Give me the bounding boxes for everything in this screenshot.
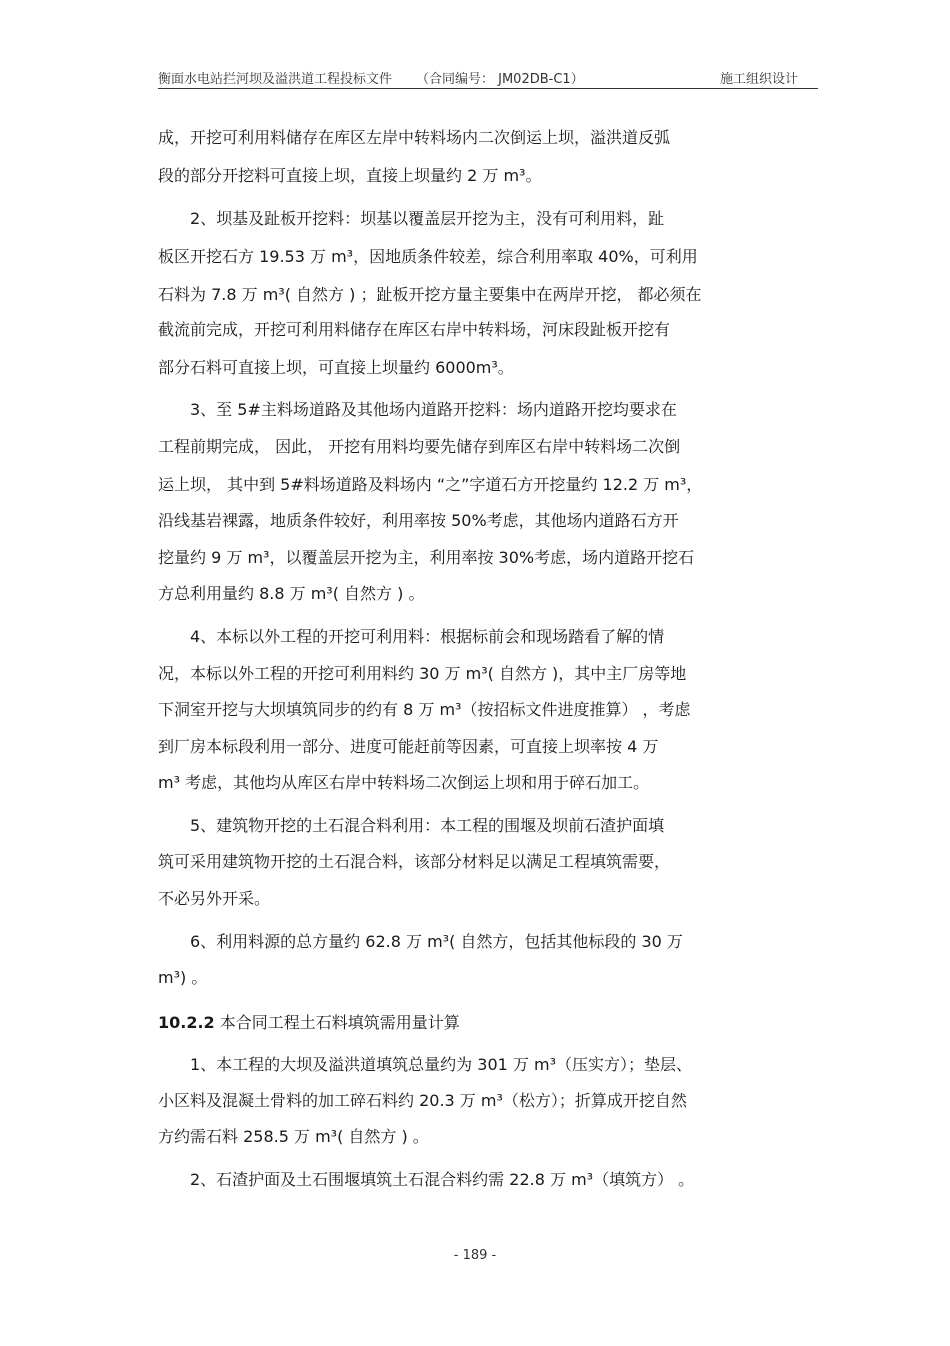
page-number: - 189 - — [453, 1248, 497, 1263]
text-line: 方总利用量约 8.8 万 m³( 自然方 ) 。 — [158, 584, 425, 603]
text-line: 方约需石料 258.5 万 m³( 自然方 ) 。 — [158, 1127, 429, 1146]
text-line: m³ 考虑，其他均从库区右岸中转料场二次倒运上坝和用于碎石加工。 — [158, 773, 650, 792]
header-section-title: 施工组织设计 — [719, 72, 798, 87]
header-document-title: 衡面水电站拦河坝及溢洪道工程投标文件 — [158, 72, 393, 87]
text-line: 成，开挖可利用料储存在库区左岸中转料场内二次倒运上坝，溢洪道反弧 — [158, 128, 671, 147]
text-line: 3、至 5#主料场道路及其他场内道路开挖料：场内道路开挖均要求在 — [190, 400, 677, 419]
text-line: 小区料及混凝土骨料的加工碎石料约 20.3 万 m³（松方）；折算成开挖自然 — [158, 1091, 687, 1110]
text-line: 2、石渣护面及土石围堰填筑土石混合料约需 22.8 万 m³（填筑方） 。 — [190, 1170, 695, 1189]
text-line: 运上坝， 其中到 5#料场道路及料场内 “之”字道石方开挖量约 12.2 万 m³， — [158, 475, 703, 494]
page-header — [158, 66, 818, 89]
text-line: 部分石料可直接上坝，可直接上坝量约 6000m³。 — [158, 358, 514, 377]
text-line: 石料为 7.8 万 m³( 自然方 ) ；趾板开挖方量主要集中在两岸开挖， 都必须在 — [158, 285, 702, 304]
text-line: m³) 。 — [158, 968, 208, 987]
text-line: 1、本工程的大坝及溢洪道填筑总量约为 301 万 m³（压实方）；垫层、 — [190, 1055, 692, 1074]
text-line: 截流前完成，开挖可利用料储存在库区右岸中转料场，河床段趾板开挖有 — [158, 320, 671, 339]
text-line: 6、利用料源的总方量约 62.8 万 m³( 自然方，包括其他标段的 30 万 — [190, 932, 683, 951]
text-line: 段的部分开挖料可直接上坝，直接上坝量约 2 万 m³。 — [158, 166, 542, 185]
text-line: 板区开挖石方 19.53 万 m³，因地质条件较差，综合利用率取 40%，可利用 — [158, 247, 698, 266]
text-line: 到厂房本标段利用一部分、进度可能赶前等因素，可直接上坝率按 4 万 — [158, 737, 659, 756]
header-contract-number: （合同编号： JM02DB-C1） — [416, 72, 584, 87]
text-line: 4、本标以外工程的开挖可利用料：根据标前会和现场踏看了解的情 — [190, 627, 665, 646]
text-line: 不必另外开采。 — [158, 889, 271, 908]
text-line: 下洞室开挖与大坝填筑同步的约有 8 万 m³（按招标文件进度推算） ，考虑 — [158, 700, 691, 719]
text-line: 5、建筑物开挖的土石混合料利用：本工程的围堰及坝前石渣护面填 — [190, 816, 665, 835]
section-heading: 10.2.2 本合同工程土石料填筑需用量计算 — [158, 1013, 460, 1032]
text-line: 2、坝基及趾板开挖料：坝基以覆盖层开挖为主，没有可利用料，趾 — [190, 209, 665, 228]
text-line: 工程前期完成， 因此， 开挖有用料均要先储存到库区右岸中转料场二次倒 — [158, 437, 681, 456]
text-line: 沿线基岩裸露，地质条件较好，利用率按 50%考虑，其他场内道路石方开 — [158, 511, 679, 530]
text-line: 挖量约 9 万 m³，以覆盖层开挖为主，利用率按 30%考虑，场内道路开挖石 — [158, 548, 695, 567]
text-line: 况，本标以外工程的开挖可利用料约 30 万 m³( 自然方 )，其中主厂房等地 — [158, 664, 687, 683]
text-line: 筑可采用建筑物开挖的土石混合料，该部分材料足以满足工程填筑需要， — [158, 852, 671, 871]
